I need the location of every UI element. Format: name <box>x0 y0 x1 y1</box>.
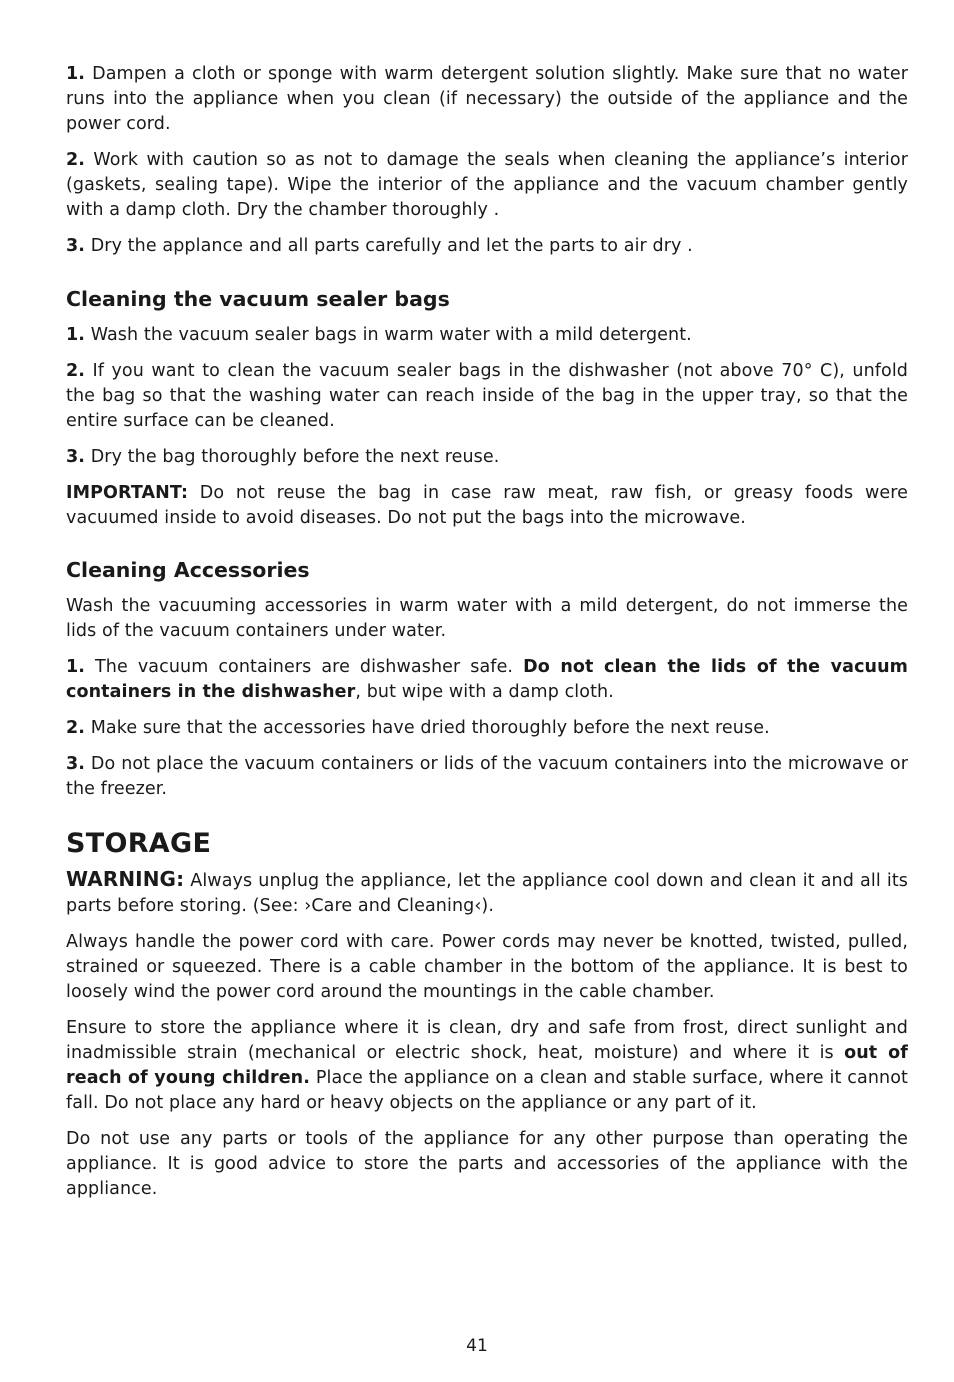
storage-paragraph-1: Always handle the power cord with care. Power cords may never be knotted, twisted, pulled, strained or squeezed. There is a cable chamber in the bottom of the appliance. It is best to loosely wind the power cord around the mountings in the cable chamber. <box>66 932 908 1002</box>
warning-label: WARNING: <box>66 867 185 891</box>
step-text-after: , but wipe with a damp cloth. <box>355 682 614 702</box>
important-text: Do not reuse the bag in case raw meat, raw fish, or greasy foods were vacuumed inside to avoid diseases. Do not put the bags into the microwave. <box>66 483 908 528</box>
bags-step-3 <box>66 445 908 470</box>
care-step-1 <box>66 62 908 137</box>
step-number: 1. <box>66 64 86 84</box>
bags-heading: Cleaning the vacuum sealer bags <box>66 287 450 311</box>
bags-step-2 <box>66 359 908 434</box>
step-text: If you want to clean the vacuum sealer bags in the dishwasher (not above 70° C), unfold the bag so that the washing water can reach inside of the bag in the upper tray, so that the entire surface can be cleaned. <box>66 361 908 431</box>
accessories-step-3 <box>66 752 908 802</box>
paragraph-bold-text: out of reach of young children. <box>66 1043 908 1088</box>
bags-important-note <box>66 481 908 531</box>
accessories-heading: Cleaning Accessories <box>66 558 310 582</box>
page-number: 41 <box>466 1336 488 1356</box>
step-text: Make sure that the accessories have dried thoroughly before the next reuse. <box>85 718 770 738</box>
step-number: 1. <box>66 325 86 345</box>
storage-paragraph-2 <box>66 1016 908 1116</box>
step-number: 3. <box>66 236 86 256</box>
care-step-3 <box>66 234 908 259</box>
accessories-intro: Wash the vacuuming accessories in warm water with a mild detergent, do not immerse the lids of the vacuum containers under water. <box>66 596 908 641</box>
storage-paragraph-3: Do not use any parts or tools of the appliance for any other purpose than operating the appliance. It is good advice to store the parts and accessories of the appliance with the appliance. <box>66 1129 908 1199</box>
step-text: The vacuum containers are dishwasher safe. <box>85 657 524 677</box>
step-text: Dry the bag thoroughly before the next reuse. <box>85 447 500 467</box>
storage-heading: STORAGE <box>66 828 212 859</box>
accessories-step-1 <box>66 655 908 705</box>
step-text: Work with caution so as not to damage the seals when cleaning the appliance’s interior (gaskets, sealing tape). Wipe the interior of the appliance and the vacuum chamber gently with a damp cloth. Dry the chamber thoroughly . <box>66 150 908 220</box>
step-number: 2. <box>66 718 86 738</box>
step-number: 2. <box>66 150 86 170</box>
storage-warning <box>66 867 908 919</box>
important-label: IMPORTANT: <box>66 483 189 503</box>
warning-text: Always unplug the appliance, let the appliance cool down and clean it and all its parts before storing. (See: ›Care and Cleaning‹). <box>66 871 908 916</box>
step-number: 1. <box>66 657 86 677</box>
step-text: Wash the vacuum sealer bags in warm water with a mild detergent. <box>85 325 692 345</box>
step-bold-text: Do not clean the lids of the vacuum containers in the dishwasher <box>66 657 908 702</box>
step-number: 2. <box>66 361 86 381</box>
manual-page <box>66 62 908 1213</box>
bags-step-1 <box>66 323 908 348</box>
paragraph-text-after: Place the appliance on a clean and stable surface, where it cannot fall. Do not place any hard or heavy objects on the appliance or any part of it. <box>66 1068 908 1113</box>
step-number: 3. <box>66 754 86 774</box>
care-step-2 <box>66 148 908 223</box>
step-number: 3. <box>66 447 86 467</box>
accessories-step-2 <box>66 716 908 741</box>
step-text: Dampen a cloth or sponge with warm detergent solution slightly. Make sure that no water runs into the appliance when you clean (if necessary) the outside of the appliance and the power cord. <box>66 64 908 134</box>
step-text: Dry the applance and all parts carefully and let the parts to air dry . <box>85 236 693 256</box>
paragraph-text: Ensure to store the appliance where it is clean, dry and safe from frost, direct sunlight and inadmissible strain (mechanical or electric shock, heat, moisture) and where it is <box>66 1018 908 1063</box>
step-text: Do not place the vacuum containers or lids of the vacuum containers into the microwave or the freezer. <box>66 754 908 799</box>
